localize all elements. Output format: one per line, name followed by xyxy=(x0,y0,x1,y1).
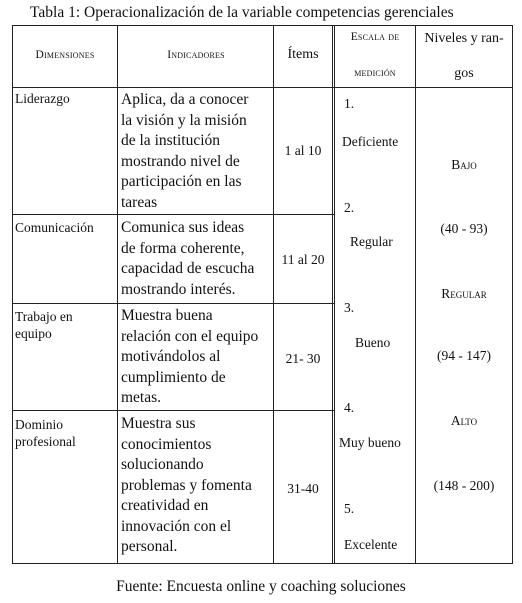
escala-label-1: Deficiente xyxy=(342,134,399,149)
header-escala-line2: medición xyxy=(354,67,396,79)
row-indicador-trabajo-en-equipo: Muestra buena relación con el equipo motivándolos al cumplimiento de metas. xyxy=(121,307,259,406)
row-items-dominio-profesional: 31-40 xyxy=(287,481,319,496)
escala-label-4: Muy bueno xyxy=(339,435,401,450)
escala-label-2: Regular xyxy=(350,234,393,249)
header-escala-line1: Escala de xyxy=(350,31,400,43)
header-niveles-line1: Niveles y ran- xyxy=(424,31,504,46)
row-indicador-dominio-profesional: Muestra sus conocimientos solucionando problemas y fomenta creatividad en innovación con el personal. xyxy=(121,415,252,555)
nivel-range-regular: (94 - 147) xyxy=(437,348,491,363)
escala-label-5: Excelente xyxy=(344,537,398,552)
header-dimensiones: Dimensiones xyxy=(35,49,95,61)
escala-num-5: 5. xyxy=(344,501,355,516)
row-indicador-liderazgo: Aplica, da a conocer la visión y la misión de la institución mostrando nivel de participación en las tareas xyxy=(121,91,249,211)
row-items-trabajo-en-equipo: 21- 30 xyxy=(285,351,321,366)
row-dimension-trabajo-en-equipo: Trabajo en equipo xyxy=(15,309,73,341)
row-dimension-dominio-profesional: Dominio profesional xyxy=(15,417,76,449)
escala-label-3: Bueno xyxy=(355,335,391,350)
header-items: Ítems xyxy=(287,47,319,62)
nivel-range-bajo: (40 - 93) xyxy=(440,221,488,236)
header-indicadores: Indicadores xyxy=(167,49,225,61)
nivel-label-bajo: Bajo xyxy=(451,157,477,172)
escala-num-3: 3. xyxy=(344,300,355,315)
nivel-range-alto: (148 - 200) xyxy=(433,478,495,493)
table-caption: Tabla 1: Operacionalización de la variable competencias gerenciales xyxy=(30,4,454,21)
source-note: Fuente: Encuesta online y coaching soluciones xyxy=(116,578,406,595)
row-dimension-liderazgo: Liderazgo xyxy=(15,91,70,106)
row-items-liderazgo: 1 al 10 xyxy=(284,143,322,158)
header-niveles-line2: gos xyxy=(454,66,474,81)
row-indicador-comunicacion: Comunica sus ideas de forma coherente, capacidad de escucha mostrando interés. xyxy=(121,219,255,298)
escala-num-2: 2. xyxy=(344,200,355,215)
row-items-comunicacion: 11 al 20 xyxy=(281,252,325,267)
nivel-label-regular: Regular xyxy=(441,286,487,301)
escala-num-4: 4. xyxy=(344,400,355,415)
row-dimension-comunicacion: Comunicación xyxy=(15,220,94,235)
escala-num-1: 1. xyxy=(344,96,355,111)
nivel-label-alto: Alto xyxy=(450,413,478,428)
